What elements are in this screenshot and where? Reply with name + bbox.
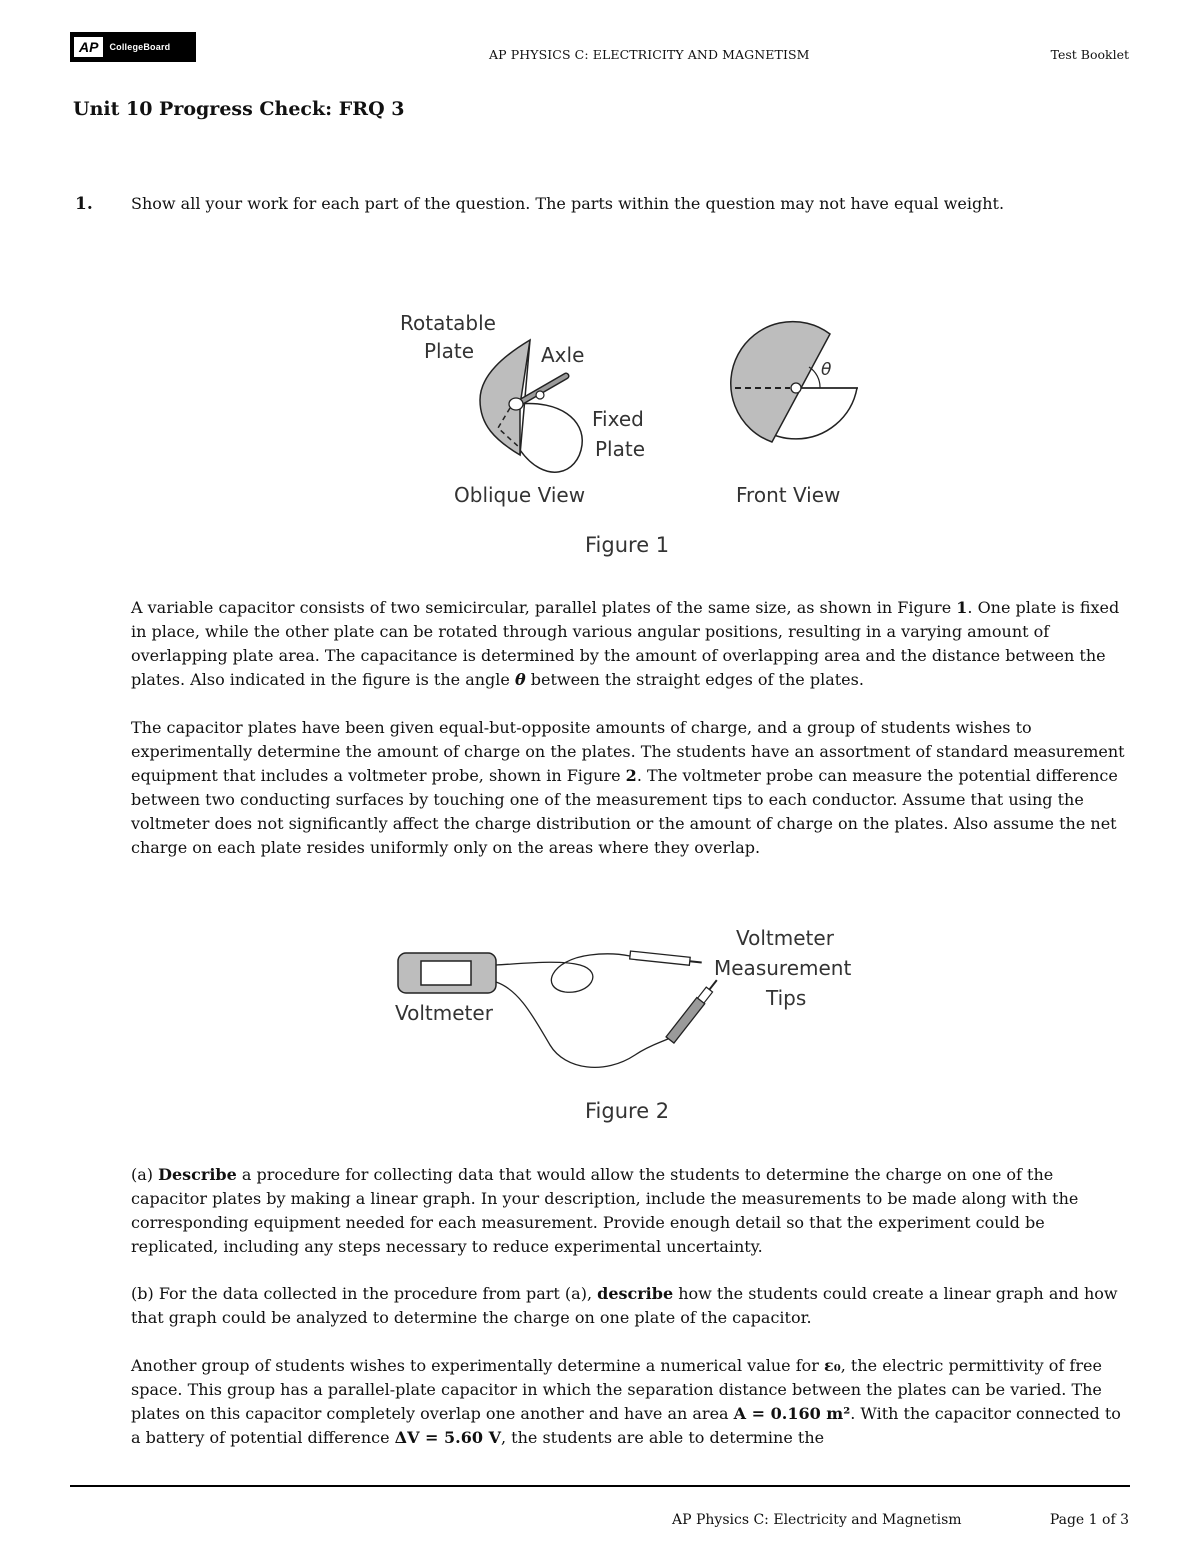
upper-probe (630, 951, 691, 965)
label-rotatable-1: Rotatable (400, 311, 496, 335)
paragraph3-text-1: Another group of students wishes to experimentally determine a numerical value for (131, 1356, 824, 1375)
part-b (131, 1282, 1131, 1330)
part-a (131, 1163, 1131, 1259)
part-b-keyword: describe (597, 1284, 674, 1303)
paragraph1-theta: θ (514, 670, 526, 689)
paragraph1-text-3: between the straight edges of the plates. (525, 670, 864, 689)
paragraph3-text-4: , the students are able to determine the (500, 1428, 825, 1447)
figure-1 (380, 300, 880, 565)
ap-logo (70, 32, 196, 62)
paragraph-permittivity (131, 1354, 1131, 1450)
figure-2-caption: Figure 2 (585, 1099, 670, 1123)
lower-probe-wire (496, 982, 670, 1067)
figure-1-caption: Figure 1 (585, 533, 670, 557)
paragraph-variable-capacitor (131, 596, 1131, 692)
label-fixed-1: Fixed (592, 407, 644, 431)
caption-front-view: Front View (736, 483, 841, 507)
question-instruction: Show all your work for each part of the question. The parts within the question may not have equal weight. (131, 194, 1005, 213)
part-b-prefix: (b) For the data collected in the procedure from part (a), (131, 1284, 598, 1303)
paragraph3-voltage: ΔV = 5.60 V (394, 1428, 501, 1447)
paragraph-charge-measurement (131, 716, 1131, 860)
lower-probe (666, 998, 705, 1044)
ap-logo-mark: AP (74, 37, 103, 57)
question-number: 1. (75, 194, 93, 214)
paragraph3-epsilon: ε₀ (824, 1356, 841, 1375)
paragraph3-text-2: , the electric permittivity of free space. This group has a parallel-plate capacitor in which the separation distance between the plates can be varied. The plates on this capacitor completely overlap one another and have an area (131, 1356, 1102, 1423)
paragraph1-figure-ref: 1 (956, 598, 968, 617)
figure-2 (390, 920, 880, 1130)
upper-probe-wire (496, 954, 630, 992)
fixed-plate-oblique (518, 403, 582, 472)
collegeboard-logo-text: CollegeBoard (109, 42, 171, 52)
footer-subject: AP Physics C: Electricity and Magnetism (672, 1512, 962, 1528)
label-axle: Axle (541, 343, 585, 367)
part-a-prefix: (a) (131, 1165, 159, 1184)
label-rotatable-2: Plate (424, 339, 475, 363)
caption-oblique-view: Oblique View (454, 483, 586, 507)
paragraph2-figure-ref: 2 (625, 766, 637, 785)
paragraph1-text-1: A variable capacitor consists of two semicircular, parallel plates of the same size, as shown in Figure (131, 598, 957, 617)
paragraph3-area: A = 0.160 m² (733, 1404, 851, 1423)
part-a-text: a procedure for collecting data that would allow the students to determine the charge on one of the capacitor plates by making a linear graph. In your description, include the measurements to be made along with the corresponding equipment needed for each measurement. Provide enough detail so that the experiment could be replicated, including any steps necessary to reduce experimental uncertainty. (131, 1165, 1079, 1256)
label-theta: θ (821, 360, 832, 380)
part-a-keyword: Describe (158, 1165, 237, 1184)
voltmeter-display (421, 961, 471, 985)
page-title: Unit 10 Progress Check: FRQ 3 (73, 98, 405, 120)
label-fixed-2: Plate (595, 437, 646, 461)
page-number: Page 1 of 3 (1049, 1512, 1129, 1528)
label-tips-2: Measurement (714, 956, 852, 980)
header-booklet: Test Booklet (1050, 47, 1129, 62)
label-voltmeter: Voltmeter (395, 1001, 493, 1025)
paragraph3-text-3: . With the capacitor connected to a battery of potential difference (131, 1404, 1121, 1447)
label-tips-3: Tips (766, 986, 807, 1010)
part-b-text: how the students could create a linear graph and how that graph could be analyzed to determine the charge on one plate of the capacitor. (131, 1284, 1118, 1327)
footer-divider (70, 1485, 1130, 1487)
header-subject: AP PHYSICS C: ELECTRICITY AND MAGNETISM (489, 47, 810, 62)
paragraph2-text-1: The capacitor plates have been given equal-but-opposite amounts of charge, and a group of students wishes to experimentally determine the amount of charge on the plates. The students have an assortment of standard measurement equipment that includes a voltmeter probe, shown in Figure (131, 718, 1125, 785)
label-tips-1: Voltmeter (736, 926, 834, 950)
paragraph2-text-2: . The voltmeter probe can measure the potential difference between two conducting surfaces by touching one of the measurement tips to each conductor. Assume that using the voltmeter does not significantly affect the charge distribution or the amount of charge on the plates. Also assume the net charge on each plate resides uniformly only on the areas where they overlap. (131, 766, 1118, 857)
paragraph1-text-2: . One plate is fixed in place, while the other plate can be rotated through various angular positions, resulting in a varying amount of overlapping plate area. The capacitance is determined by the amount of overlapping area and the distance between the plates. Also indicated in the figure is the angle (131, 598, 1120, 689)
